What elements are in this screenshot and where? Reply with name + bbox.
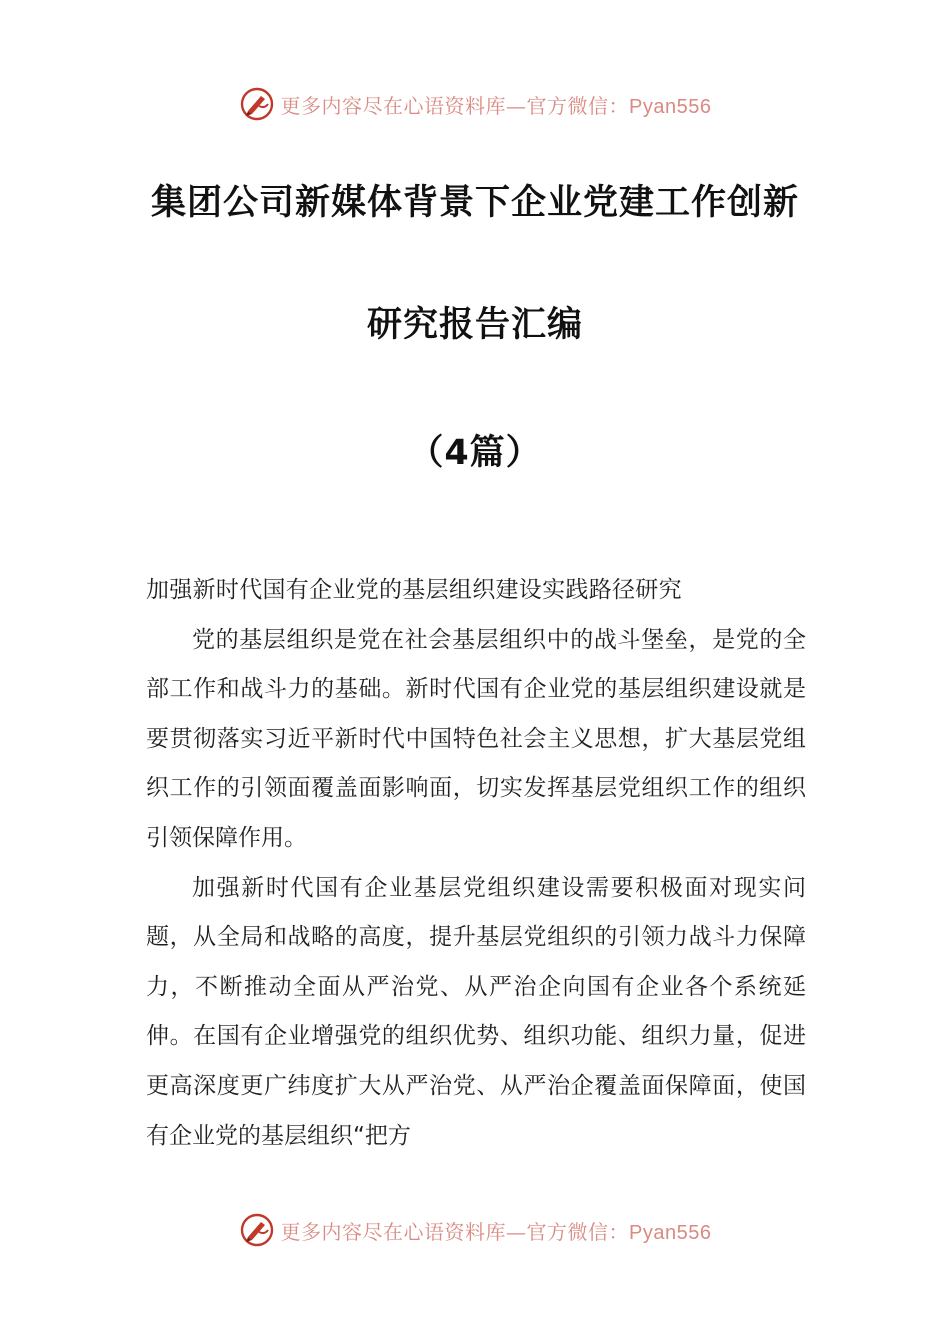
footer-wechat-id: Pyan556 xyxy=(629,1221,712,1244)
document-title-line-2: 研究报告汇编 xyxy=(366,305,583,345)
header-wechat-id: Pyan556 xyxy=(629,95,712,118)
body-paragraph-1: 党的基层组织是党在社会基层组织中的战斗堡垒，是党的全部工作和战斗力的基础。新时代国有企业党的基层组织建设就是要贯彻落实习近平新时代中国特色社会主义思想，扩大基层党组织工作的引领面覆盖面影响面，切实发挥基层党组织工作的组织引领保障作用。 xyxy=(146,626,806,851)
header-banner xyxy=(0,84,950,124)
section-subtitle: 加强新时代国有企业党的基层组织建设实践路径研究 xyxy=(146,577,682,603)
pen-logo-icon xyxy=(239,86,275,122)
body-paragraph-2: 加强新时代国有企业基层党组织建设需要积极面对现实问题，从全局和战略的高度，提升基层党组织的引领力战斗力保障力，不断推动全面从严治党、从严治企向国有企业各个系统延伸。在国有企业增强党的组织优势、组织功能、组织力量，促进更高深度更广纬度扩大从严治党、从严治企覆盖面保障面，使国有企业党的基层组织“把方 xyxy=(146,874,806,1149)
footer-banner xyxy=(0,1210,950,1250)
document-title-line-1: 集团公司新媒体背景下企业党建工作创新 xyxy=(150,183,799,223)
footer-banner-text: 更多内容尽在心语资料库—官方微信：Pyan556 xyxy=(280,1219,712,1244)
pen-logo-icon xyxy=(239,1212,275,1248)
document-body xyxy=(146,566,806,1161)
header-banner-text: 更多内容尽在心语资料库—官方微信：Pyan556 xyxy=(280,93,712,118)
document-title-count: （4篇） xyxy=(408,433,542,473)
